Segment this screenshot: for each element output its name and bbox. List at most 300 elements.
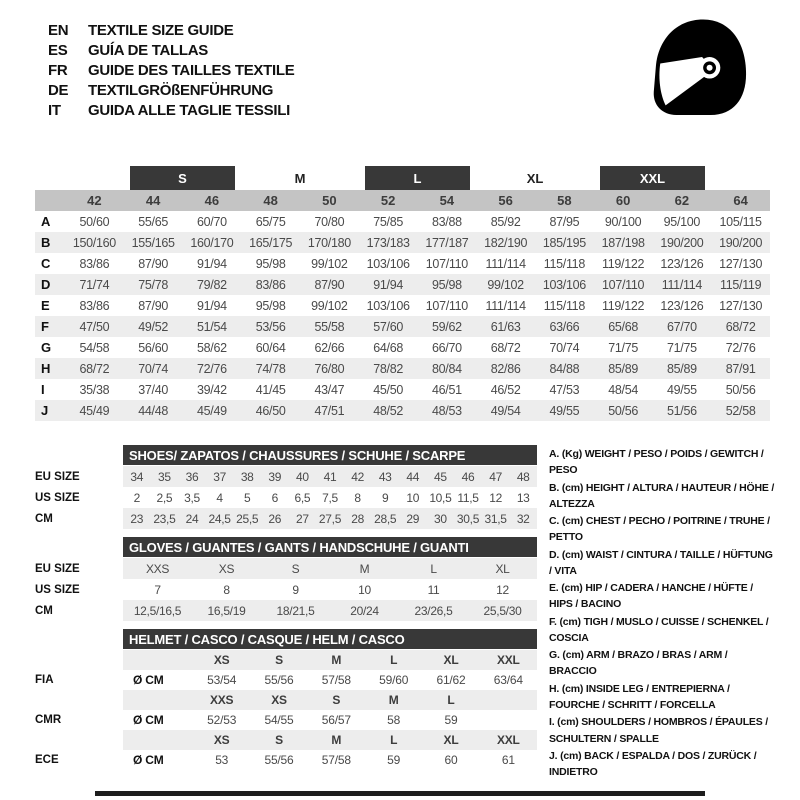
size-cell: 190/200	[719, 235, 763, 250]
helmet-size-cell: S	[275, 653, 283, 667]
value-cell: 7	[154, 582, 161, 597]
legend-item: F. (cm) TIGH / MUSLO / CUISSE / SCHENKEL / COSCIA	[549, 615, 769, 644]
value-cell: 16,5/19	[207, 603, 246, 618]
row-header: EU SIZE	[35, 470, 80, 483]
language-code: DE	[48, 82, 69, 99]
size-cell: 37/40	[138, 382, 169, 397]
size-cell: 47/51	[314, 403, 345, 418]
value-cell: 44	[406, 469, 420, 484]
legend-item: C. (cm) CHEST / PECHO / POITRINE / TRUHE / PETTO	[549, 515, 770, 544]
helmet-sizes	[123, 730, 537, 750]
size-cell: 123/126	[660, 256, 704, 271]
row-header	[35, 690, 123, 710]
language-row	[48, 102, 294, 119]
value-cell: 37	[213, 469, 226, 484]
size-cell: 173/183	[366, 235, 410, 250]
value-cell: 6,5	[294, 490, 311, 505]
size-row-d	[35, 274, 770, 295]
lower-section	[35, 445, 777, 781]
value-cell: 28	[351, 511, 364, 526]
value-cell: 43	[378, 469, 392, 484]
size-cell: 182/190	[484, 235, 528, 250]
size-cell: 105/115	[719, 214, 762, 229]
row-label: E	[41, 298, 50, 313]
size-cell: 35/38	[79, 382, 110, 397]
value-cell: 28,5	[374, 511, 397, 526]
standard-label-cmr: CMR	[35, 714, 62, 726]
value-cell: 41	[323, 469, 337, 484]
value-cell: 12	[489, 490, 502, 505]
textile-size-table	[35, 165, 770, 421]
size-row-i	[35, 379, 770, 400]
shoes-table-title: SHOES/ ZAPATOS / CHAUSSURES / SCHUHE / SCARPE	[123, 445, 537, 465]
value-cell: 29	[406, 511, 420, 526]
language-code: IT	[48, 102, 61, 119]
size-cell: 62/66	[314, 340, 345, 355]
value-cell: 31,5	[484, 511, 507, 526]
value-cell: M	[359, 561, 370, 576]
legend-item: E. (cm) HIP / CADERA / HANCHE / HÜFTE / HIPS / BACINO	[549, 582, 753, 611]
helmet-size-cell: XXL	[496, 653, 520, 667]
helmet-value-cell: 59/60	[379, 673, 409, 687]
size-cell: 115/118	[543, 298, 585, 313]
row-header: US SIZE	[35, 491, 80, 504]
size-column-header: 54	[439, 193, 455, 208]
language-title: TEXTILGRÖßENFÜHRUNG	[88, 82, 274, 99]
size-cell: 103/106	[366, 298, 410, 313]
legend-item: J. (cm) BACK / ESPALDA / DOS / ZURÜCK / INDIETRO	[549, 749, 757, 779]
helmet-value-cell: 55/56	[264, 753, 294, 767]
size-column-header: 58	[557, 193, 572, 208]
size-cell: 58/62	[196, 340, 227, 355]
size-row-j	[35, 400, 770, 421]
language-row	[48, 22, 294, 39]
helmet-table-title: HELMET / CASCO / CASQUE / HELM / CASCO	[123, 629, 537, 649]
row-values	[123, 487, 537, 508]
value-cell: 26	[268, 511, 282, 526]
size-cell: 59/62	[431, 319, 462, 334]
size-cell: 47/50	[79, 319, 110, 334]
helmet-size-cell: XXS	[209, 693, 234, 707]
value-cell: 8	[223, 582, 230, 597]
size-cell: 87/90	[138, 256, 169, 271]
helmet-size-cell: M	[331, 733, 342, 747]
value-cell: S	[291, 561, 300, 576]
size-cell: 71/75	[608, 340, 639, 355]
size-cell: 91/94	[196, 298, 227, 313]
size-cell: 127/130	[719, 256, 763, 271]
value-cell: 23/26,5	[414, 603, 453, 618]
value-cell: 9	[382, 490, 389, 505]
size-cell: 72/76	[725, 340, 756, 355]
size-row-g	[35, 337, 770, 358]
size-cell: 70/80	[314, 214, 345, 229]
size-cell: 84/88	[549, 361, 580, 376]
size-cell: 111/114	[485, 256, 526, 271]
size-cell: 67/70	[666, 319, 697, 334]
legend-item: G. (cm) ARM / BRAZO / BRAS / ARM / BRACCIO	[549, 649, 728, 678]
helmet-size-cell: XXL	[496, 733, 520, 747]
helmet-value-cell: 61/62	[436, 673, 466, 687]
helmet-size-cell: M	[388, 693, 399, 707]
helmet-table	[35, 629, 537, 770]
legend-item: H. (cm) INSIDE LEG / ENTREPIERNA / FOURCHE / SCHRITT / FORCELLA	[549, 682, 730, 711]
helmet-values	[123, 710, 537, 730]
size-cell: 65/68	[608, 319, 639, 334]
size-cell: 87/90	[314, 277, 345, 292]
size-column-header: 50	[322, 193, 337, 208]
row-label: G	[41, 340, 52, 355]
helmet-value-cell: 59	[387, 753, 401, 767]
value-cell: 27	[296, 511, 309, 526]
size-cell: 51/56	[666, 403, 697, 418]
diameter-unit: Ø CM	[133, 673, 164, 687]
size-cell: 71/75	[666, 340, 697, 355]
size-cell: 150/160	[72, 235, 116, 250]
helmet-value-cell: 61	[501, 753, 515, 767]
size-cell: 79/82	[196, 277, 227, 292]
size-cell: 41/45	[255, 382, 286, 397]
value-cell: XL	[495, 561, 510, 576]
size-cell: 48/52	[373, 403, 404, 418]
language-row	[48, 62, 294, 79]
size-number-row	[35, 190, 770, 211]
size-cell: 160/170	[190, 235, 234, 250]
helmet-value-cell: 60	[444, 753, 458, 767]
value-cell: 6	[271, 490, 278, 505]
row-label: J	[41, 403, 49, 418]
size-cell: 49/55	[549, 403, 580, 418]
helmet-value-cell: 58	[387, 713, 401, 727]
row-label: I	[41, 382, 45, 397]
value-cell: 5	[244, 490, 251, 505]
size-cell: 68/72	[725, 319, 756, 334]
legend-item: B. (cm) HEIGHT / ALTURA / HAUTEUR / HÖHE / ALTEZZA	[549, 481, 775, 510]
value-cell: 23,5	[153, 511, 176, 526]
legend-item: A. (Kg) WEIGHT / PESO / POIDS / GEWITCH / PESO	[549, 448, 764, 477]
size-cell: 87/91	[725, 361, 756, 376]
value-cell: 12	[496, 582, 509, 597]
size-group-row	[35, 165, 770, 190]
table-row	[35, 558, 537, 579]
size-cell: 107/110	[425, 256, 468, 271]
size-cell: 82/86	[490, 361, 521, 376]
size-cell: 177/187	[425, 235, 469, 250]
shoes-table	[35, 445, 537, 529]
size-cell: 50/56	[725, 382, 756, 397]
value-cell: 2	[133, 490, 140, 505]
size-cell: 155/165	[131, 235, 175, 250]
helmet-size-cell: XS	[213, 653, 230, 667]
size-cell: 48/54	[608, 382, 639, 397]
helmet-value-cell: 55/56	[264, 673, 294, 687]
size-cell: 49/55	[666, 382, 697, 397]
row-values	[123, 579, 537, 600]
size-cell: 95/100	[663, 214, 701, 229]
size-cell: 55/65	[138, 214, 169, 229]
value-cell: 11	[427, 582, 440, 597]
size-cell: 103/106	[542, 277, 586, 292]
helmet-size-cell: XL	[443, 653, 459, 667]
value-cell: 11,5	[457, 490, 479, 505]
footer-bar	[95, 791, 705, 796]
row-label: D	[41, 277, 51, 292]
size-cell: 49/52	[138, 319, 169, 334]
helmet-size-row	[35, 650, 537, 670]
language-row	[48, 42, 294, 59]
size-cell: 85/92	[490, 214, 521, 229]
size-cell: 76/80	[314, 361, 345, 376]
size-cell: 44/48	[138, 403, 169, 418]
helmet-value-row	[35, 750, 537, 770]
helmet-size-row	[35, 730, 537, 750]
size-group-m: M	[294, 170, 306, 186]
size-cell: 75/78	[138, 277, 169, 292]
size-cell: 165/175	[249, 235, 293, 250]
diameter-unit: Ø CM	[133, 753, 164, 767]
size-cell: 107/110	[602, 277, 645, 292]
value-cell: 2,5	[156, 490, 173, 505]
racing-helmet-glyph	[642, 12, 760, 130]
row-values	[123, 600, 537, 621]
size-row-e	[35, 295, 770, 316]
size-cell: 107/110	[425, 298, 468, 313]
value-cell: 4	[216, 490, 223, 505]
language-title: TEXTILE SIZE GUIDE	[88, 22, 234, 39]
value-cell: 23	[130, 511, 144, 526]
size-cell: 190/200	[660, 235, 704, 250]
size-row-f	[35, 316, 770, 337]
helmet-value-cell: 53/54	[207, 673, 237, 687]
value-cell: 25,5/30	[483, 603, 522, 618]
size-cell: 127/130	[719, 298, 763, 313]
helmet-sizes	[123, 690, 537, 710]
size-cell: 51/54	[196, 319, 227, 334]
size-cell: 115/118	[543, 256, 585, 271]
size-cell: 119/122	[602, 256, 645, 271]
size-column-header: 62	[674, 193, 690, 208]
size-cell: 187/198	[601, 235, 645, 250]
size-cell: 54/58	[79, 340, 110, 355]
helmet-value-cell: 52/53	[207, 713, 237, 727]
value-cell: 9	[292, 582, 299, 597]
size-column-header: 44	[145, 193, 161, 208]
helmet-value-cell: 59	[444, 713, 458, 727]
helmet-value-row	[35, 670, 537, 690]
measurement-rows	[35, 211, 770, 421]
shoes-rows	[35, 466, 537, 529]
size-cell: 91/94	[373, 277, 404, 292]
size-group-s: S	[130, 166, 236, 190]
size-cell: 91/94	[196, 256, 227, 271]
helmet-size-cell: M	[331, 653, 342, 667]
value-cell: 25,5	[236, 511, 259, 526]
row-header: EU SIZE	[35, 562, 80, 575]
row-header: CM	[35, 604, 53, 617]
size-cell: 85/89	[666, 361, 697, 376]
value-cell: 10	[358, 582, 371, 597]
size-cell: 115/119	[720, 277, 762, 292]
value-cell: 35	[158, 469, 171, 484]
value-cell: 7,5	[322, 490, 338, 505]
value-cell: 45	[434, 469, 447, 484]
value-cell: 10,5	[429, 490, 452, 505]
size-cell: 83/88	[431, 214, 462, 229]
measurement-legend	[549, 445, 777, 781]
size-cell: 45/49	[79, 403, 110, 418]
helmet-size-row	[35, 690, 537, 710]
helmet-value-cell: 53	[215, 753, 229, 767]
value-cell: 36	[185, 469, 199, 484]
value-cell: 12,5/16,5	[133, 603, 182, 618]
row-header: US SIZE	[35, 583, 80, 596]
size-cell: 72/76	[196, 361, 227, 376]
value-cell: 8	[354, 490, 361, 505]
helmet-value-cell: 57/58	[321, 753, 351, 767]
size-cell: 99/102	[487, 277, 524, 292]
language-code: ES	[48, 42, 68, 59]
size-cell: 64/68	[373, 340, 404, 355]
helmet-size-cell: S	[332, 693, 341, 707]
helmet-size-cell: XS	[271, 693, 287, 707]
helmet-value-row	[35, 710, 537, 730]
size-cell: 85/89	[608, 361, 639, 376]
size-cell: 55/58	[314, 319, 345, 334]
helmet-sizes	[123, 650, 537, 670]
table-row	[35, 466, 537, 487]
helmet-value-cell: 54/55	[264, 713, 294, 727]
size-cell: 75/85	[373, 214, 404, 229]
size-cell: 170/180	[307, 235, 351, 250]
size-cell: 48/53	[431, 403, 462, 418]
legend-item: I. (cm) SHOULDERS / HOMBROS / ÉPAULES / SCHULTERN / SPALLE	[549, 716, 768, 745]
size-cell: 53/56	[255, 319, 286, 334]
size-column-header: 42	[87, 193, 102, 208]
size-cell: 63/66	[549, 319, 580, 334]
size-cell: 57/60	[373, 319, 404, 334]
size-cell: 99/102	[311, 256, 348, 271]
language-code: FR	[48, 62, 68, 79]
size-cell: 66/70	[431, 340, 462, 355]
helmet-size-cell: S	[275, 733, 283, 747]
size-cell: 83/86	[79, 256, 110, 271]
language-title: GUIDE DES TAILLES TEXTILE	[88, 62, 295, 79]
helmet-values	[123, 750, 537, 770]
value-cell: 20/24	[350, 603, 379, 618]
size-column-header: 56	[498, 193, 513, 208]
gloves-table-title: GLOVES / GUANTES / GANTS / HANDSCHUHE / GUANTI	[123, 537, 537, 557]
size-column-header: 48	[263, 193, 278, 208]
size-cell: 61/63	[490, 319, 521, 334]
row-label: A	[41, 214, 51, 229]
size-cell: 68/72	[79, 361, 110, 376]
size-cell: 70/74	[138, 361, 169, 376]
size-cell: 47/53	[549, 382, 580, 397]
size-cell: 65/75	[255, 214, 286, 229]
size-cell: 90/100	[604, 214, 642, 229]
row-values	[123, 466, 537, 487]
language-title: GUÍA DE TALLAS	[88, 42, 208, 59]
helmet-size-cell: L	[390, 733, 398, 747]
size-cell: 103/106	[366, 256, 410, 271]
row-values	[123, 558, 537, 579]
row-label: F	[41, 319, 49, 334]
size-cell: 70/74	[549, 340, 580, 355]
helmet-value-cell: 57/58	[321, 673, 351, 687]
standard-label-ece: ECE	[35, 754, 59, 766]
table-row	[35, 600, 537, 621]
value-cell: 18/21,5	[276, 603, 315, 618]
value-cell: 39	[268, 469, 282, 484]
row-label: B	[41, 235, 51, 250]
value-cell: 46	[461, 469, 475, 484]
row-header: CM	[35, 512, 53, 525]
value-cell: XS	[218, 561, 235, 576]
value-cell: 3,5	[184, 490, 200, 505]
size-row-c	[35, 253, 770, 274]
size-row-b	[35, 232, 770, 253]
gloves-table	[35, 537, 537, 621]
value-cell: 47	[489, 469, 502, 484]
size-cell: 78/82	[373, 361, 404, 376]
size-cell: 80/84	[431, 361, 462, 376]
size-row-a	[35, 211, 770, 232]
value-cell: 30	[434, 511, 447, 526]
helmet-size-cell: L	[447, 693, 455, 707]
size-cell: 83/86	[255, 277, 286, 292]
language-title: GUIDA ALLE TAGLIE TESSILI	[88, 102, 290, 119]
language-code: EN	[48, 22, 69, 39]
row-header	[35, 730, 123, 750]
value-cell: 24	[185, 511, 199, 526]
size-row-h	[35, 358, 770, 379]
size-cell: 39/42	[196, 382, 227, 397]
value-cell: 24,5	[208, 511, 231, 526]
standard-label-fia: FIA	[35, 674, 54, 686]
language-row	[48, 82, 294, 99]
gloves-rows	[35, 558, 537, 621]
size-cell: 60/64	[255, 340, 286, 355]
helmet-value-cell: 63/64	[493, 673, 523, 687]
helmet-rows	[35, 650, 537, 770]
row-header	[35, 650, 123, 670]
helmet-size-cell: L	[390, 653, 398, 667]
size-cell: 95/98	[255, 298, 286, 313]
value-cell: 10	[406, 490, 420, 505]
value-cell: 38	[240, 469, 254, 484]
value-cell: XXS	[145, 561, 170, 576]
helmet-size-cell: XL	[443, 733, 459, 747]
size-column-header: 46	[204, 193, 220, 208]
size-group-xxl: XXL	[600, 166, 706, 190]
size-cell: 46/51	[431, 382, 462, 397]
value-cell: 27,5	[318, 511, 342, 526]
table-row	[35, 579, 537, 600]
size-cell: 50/60	[79, 214, 110, 229]
size-cell: 99/102	[311, 298, 348, 313]
size-cell: 46/52	[490, 382, 521, 397]
size-column-header: 52	[380, 193, 396, 208]
value-cell: 13	[516, 490, 530, 505]
size-cell: 45/50	[373, 382, 404, 397]
value-cell: 48	[516, 469, 530, 484]
size-cell: 46/50	[255, 403, 286, 418]
row-label: H	[41, 361, 51, 376]
helmet-values	[123, 670, 537, 690]
row-values	[123, 508, 537, 529]
size-cell: 123/126	[660, 298, 704, 313]
value-cell: 40	[296, 469, 309, 484]
